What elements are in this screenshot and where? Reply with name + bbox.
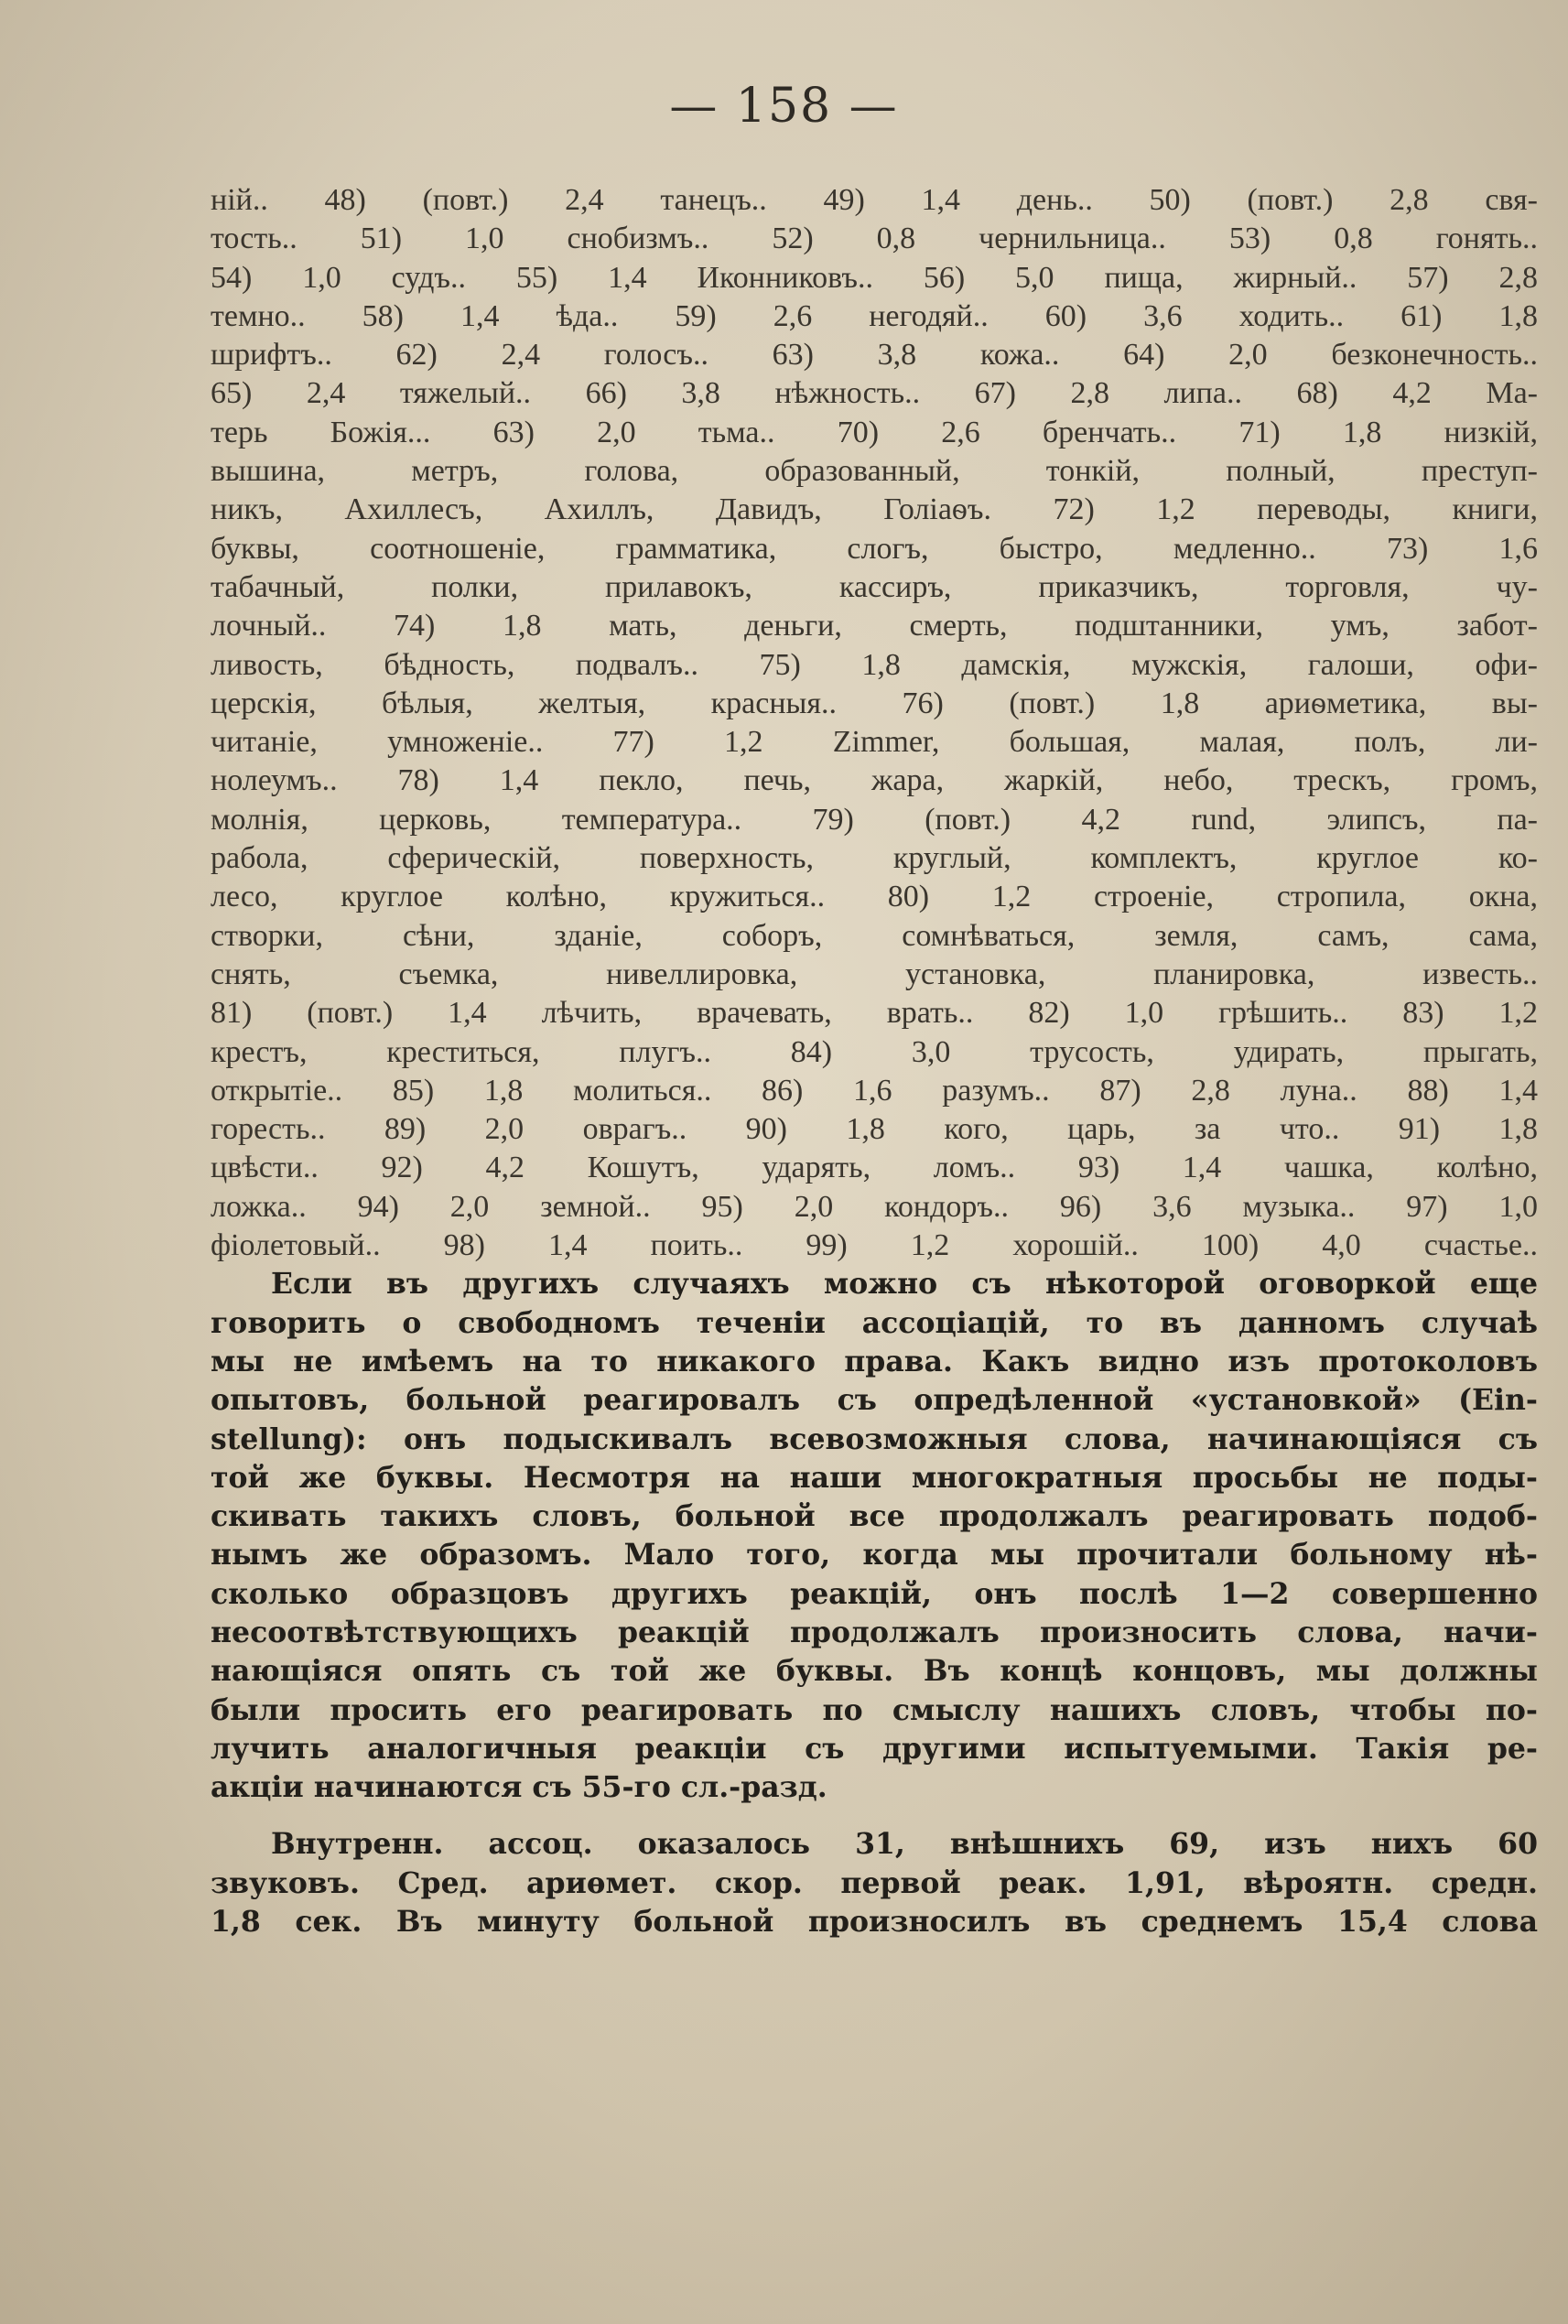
text-line: говорить о свободномъ теченіи ассоціацій, то въ данномъ случаѣ [211,1305,1538,1340]
text-line: лочный.. 74) 1,8 мать, деньги, смерть, подштанники, умъ, забот- [211,609,1538,643]
text-line: ливость, бѣдность, подвалъ.. 75) 1,8 дамскія, мужскія, галоши, офи- [211,647,1538,682]
text-line: скивать такихъ словъ, больной все продолжалъ реагировать подоб- [211,1499,1538,1534]
paragraph-gap [211,1807,1538,1825]
text-line: открытіе.. 85) 1,8 молиться.. 86) 1,6 разумъ.. 87) 2,8 луна.. 88) 1,4 [211,1073,1538,1108]
text-line: ній.. 48) (повт.) 2,4 танецъ.. 49) 1,4 день.. 50) (повт.) 2,8 свя- [211,183,1538,217]
text-line: 81) (повт.) 1,4 лѣчить, врачевать, врать.. 82) 1,0 грѣшить.. 83) 1,2 [211,996,1538,1031]
text-line: мы не имѣемъ на то никакого права. Какъ видно изъ протоколовъ [211,1344,1538,1378]
text-line: нымъ же образомъ. Мало того, когда мы прочитали больному нѣ- [211,1538,1538,1573]
text-line: Если въ другихъ случаяхъ можно съ нѣкоторой оговоркой еще [271,1267,1538,1302]
text-line: никъ, Ахиллесъ, Ахиллъ, Давидъ, Голіаѳъ. 72) 1,2 переводы, книги, [211,492,1538,527]
text-line: горесть.. 89) 2,0 оврагъ.. 90) 1,8 кого, царь, за что.. 91) 1,8 [211,1112,1538,1147]
text-line: шрифтъ.. 62) 2,4 голосъ.. 63) 3,8 кожа.. 64) 2,0 безконечность.. [211,338,1538,373]
text-line: stellung): онъ подыскивалъ всевозможныя слова, начинающіяся съ [211,1421,1538,1456]
text-line: Внутренн. ассоц. оказалось 31, внѣшнихъ 69, изъ нихъ 60 [271,1827,1538,1862]
text-line: 54) 1,0 судъ.. 55) 1,4 Иконниковъ.. 56) 5,0 пища, жирный.. 57) 2,8 [211,260,1538,295]
text-line: 1,8 сек. Въ минуту больной произносилъ въ среднемъ 15,4 слова [211,1905,1538,1940]
text-line: несоотвѣтствующихъ реакцій продолжалъ произносить слова, начи- [211,1615,1538,1649]
text-line: тость.. 51) 1,0 снобизмъ.. 52) 0,8 чернильница.. 53) 0,8 гонять.. [211,222,1538,256]
text-line: фіолетовый.. 98) 1,4 поить.. 99) 1,2 хорошій.. 100) 4,0 счастье.. [211,1228,1538,1263]
text-line: читаніе, умноженіе.. 77) 1,2 Zimmer, большая, малая, полъ, ли- [211,725,1538,760]
text-line: рабола, сферическій, поверхность, круглый, комплектъ, круглое ко- [211,841,1538,876]
text-line: крестъ, креститься, плугъ.. 84) 3,0 трусость, удирать, прыгать, [211,1034,1538,1069]
text-line: цвѣсти.. 92) 4,2 Кошутъ, ударять, ломъ.. 93) 1,4 чашка, колѣно, [211,1151,1538,1185]
text-line: той же буквы. Несмотря на наши многократныя просьбы не поды- [211,1460,1538,1495]
paragraph-statistics [211,1825,1538,1941]
text-line: церскія, бѣлыя, желтыя, красныя.. 76) (повт.) 1,8 ариѳметика, вы- [211,686,1538,720]
text-line: были просить его реагировать по смыслу нашихъ словъ, чтобы по- [211,1692,1538,1727]
paragraph-analysis [211,1265,1538,1807]
text-line: снять, съемка, нивеллировка, установка, планировка, известь.. [211,957,1538,991]
text-line: табачный, полки, прилавокъ, кассиръ, приказчикъ, торговля, чу- [211,569,1538,604]
text-line: звуковъ. Сред. ариѳмет. скор. первой реак. 1,91, вѣроятн. средн. [211,1865,1538,1900]
page-text [211,181,1538,1941]
text-line: терь Божія... 63) 2,0 тьма.. 70) 2,6 бренчать.. 71) 1,8 низкій, [211,415,1538,449]
text-line: темно.. 58) 1,4 ѣда.. 59) 2,6 негодяй.. 60) 3,6 ходить.. 61) 1,8 [211,298,1538,333]
text-line: ложка.. 94) 2,0 земной.. 95) 2,0 кондоръ.. 96) 3,6 музыка.. 97) 1,0 [211,1189,1538,1224]
text-line: створки, сѣни, зданіе, соборъ, сомнѣваться, земля, самъ, сама, [211,918,1538,953]
text-line: акціи начинаются съ 55-го сл.-разд. [211,1770,827,1805]
text-line: вышина, метръ, голова, образованный, тонкій, полный, преступ- [211,454,1538,489]
text-line: буквы, соотношеніе, грамматика, слогъ, быстро, медленно.. 73) 1,6 [211,531,1538,566]
paragraph-reaction-list [211,181,1538,1265]
text-line: нающіяся опять съ той же буквы. Въ концѣ концовъ, мы должны [211,1654,1538,1689]
text-line: 65) 2,4 тяжелый.. 66) 3,8 нѣжность.. 67) 2,8 липа.. 68) 4,2 Ма- [211,376,1538,411]
text-line: опытовъ, больной реагировалъ съ опредѣленной «установкой» (Ein- [211,1383,1538,1418]
text-line: лесо, круглое колѣно, кружиться.. 80) 1,2 строеніе, стропила, окна, [211,880,1538,914]
text-line: сколько образцовъ другихъ реакцій, онъ послѣ 1—2 совершенно [211,1576,1538,1611]
text-line: молнія, церковь, температура.. 79) (повт.) 4,2 rund, элипсъ, па- [211,802,1538,837]
page-number: — 158 — [669,79,899,134]
text-line: нолеумъ.. 78) 1,4 пекло, печь, жара, жаркій, небо, трескъ, громъ, [211,763,1538,798]
text-line: лучить аналогичныя реакціи съ другими испытуемыми. Такія ре- [211,1731,1538,1766]
